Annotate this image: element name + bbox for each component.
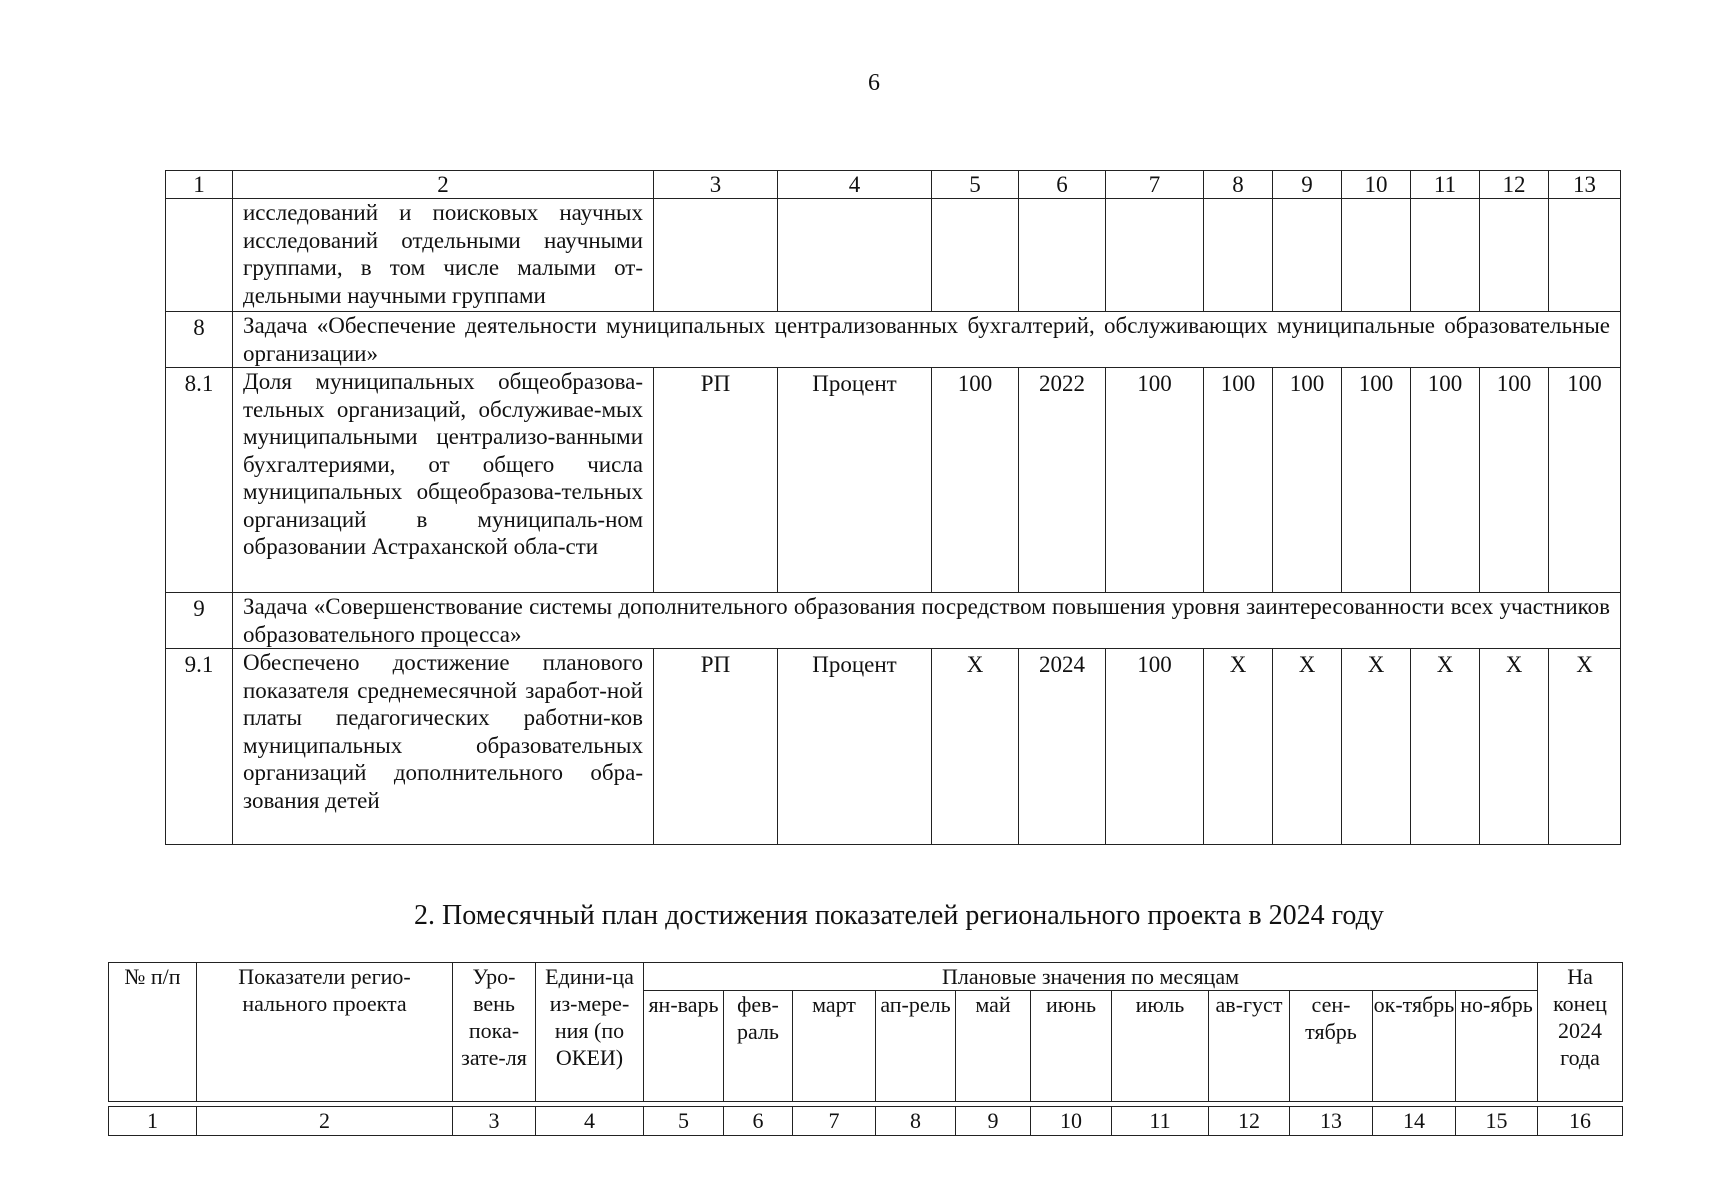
column-number-cell: 11 <box>1112 1107 1209 1136</box>
column-number-cell: 10 <box>1031 1107 1112 1136</box>
column-number-cell: 5 <box>644 1107 724 1136</box>
value-cell: 100 <box>1411 368 1480 593</box>
header-cell: 8 <box>1204 171 1273 199</box>
value-cell: 100 <box>1204 368 1273 593</box>
task-text-cell: Задача «Совершенствование системы дополнительного образования посредством повышения уровня заинтересованности всех участников образовательного процесса» <box>233 593 1621 649</box>
month-header-cell: фев-раль <box>724 991 793 1102</box>
header-cell: Показатели регио-нального проекта <box>197 963 453 1102</box>
unit-cell: Процент <box>778 649 932 845</box>
value-cell: 100 <box>1106 368 1204 593</box>
table-row <box>166 368 1621 593</box>
empty-cell <box>1480 199 1549 312</box>
column-number-cell: 4 <box>536 1107 644 1136</box>
month-header-cell: июнь <box>1031 991 1112 1102</box>
table-row <box>166 199 1621 312</box>
empty-cell <box>778 199 932 312</box>
column-number-cell: 13 <box>1290 1107 1373 1136</box>
base-year-cell: 2024 <box>1019 649 1106 845</box>
page-number: 6 <box>868 70 880 96</box>
indicator-text-cell: Обеспечено достижение планового показателя среднемесячной заработ-ной платы педагогических работни-ков муниципальных образовательных организаций дополнительного обра-зования детей <box>233 649 654 845</box>
month-header-cell: ян-варь <box>644 991 724 1102</box>
header-cell: № п/п <box>109 963 197 1102</box>
header-cell: 10 <box>1342 171 1411 199</box>
column-number-cell: 12 <box>1209 1107 1290 1136</box>
value-cell: 100 <box>1342 368 1411 593</box>
month-header-cell: май <box>956 991 1031 1102</box>
header-cell: 12 <box>1480 171 1549 199</box>
task-text-cell: Задача «Обеспечение деятельности муниципальных централизованных бухгалтерий, обслуживающих муниципальные образовательные организации» <box>233 312 1621 368</box>
empty-cell <box>654 199 778 312</box>
task-row <box>166 312 1621 368</box>
table-row <box>166 649 1621 845</box>
header-cell: 6 <box>1019 171 1106 199</box>
header-cell: 2 <box>233 171 654 199</box>
level-cell: РП <box>654 368 778 593</box>
empty-cell <box>1019 199 1106 312</box>
value-cell: Х <box>1273 649 1342 845</box>
base-year-cell: 2022 <box>1019 368 1106 593</box>
row-number-cell <box>166 199 233 312</box>
header-cell: 1 <box>166 171 233 199</box>
month-header-cell: ап-рель <box>876 991 956 1102</box>
row-number-cell: 8.1 <box>166 368 233 593</box>
column-number-cell: 15 <box>1456 1107 1538 1136</box>
column-number-cell: 7 <box>793 1107 876 1136</box>
header-cell: Уро-вень пока-зате-ля <box>453 963 536 1102</box>
header-cell: 7 <box>1106 171 1204 199</box>
empty-cell <box>1106 199 1204 312</box>
column-number-row <box>109 1107 1623 1136</box>
empty-cell <box>1411 199 1480 312</box>
header-cell: На конец 2024 года <box>1538 963 1623 1102</box>
column-number-cell: 1 <box>109 1107 197 1136</box>
row-number-cell: 9 <box>166 593 233 649</box>
column-number-cell: 6 <box>724 1107 793 1136</box>
empty-cell <box>1342 199 1411 312</box>
empty-cell <box>1273 199 1342 312</box>
header-cell: 13 <box>1549 171 1621 199</box>
value-cell: Х <box>1204 649 1273 845</box>
month-header-cell: июль <box>1112 991 1209 1102</box>
month-header-cell: ок-тябрь <box>1373 991 1456 1102</box>
table-header-row <box>166 171 1621 199</box>
header-cell: Плановые значения по месяцам <box>644 963 1538 991</box>
empty-cell <box>932 199 1019 312</box>
value-cell: 100 <box>1549 368 1621 593</box>
column-number-cell: 2 <box>197 1107 453 1136</box>
indicator-text-cell: Доля муниципальных общеобразова-тельных организаций, обслуживае-мых муниципальными централизо-ванными бухгалтериями, от общего числа муниципальных общеобразова-тельных организаций в муниципаль-ном образовании Астраханской обла-сти <box>233 368 654 593</box>
monthly-plan-table <box>108 962 1623 1136</box>
header-cell: 11 <box>1411 171 1480 199</box>
section-title: 2. Помесячный план достижения показателей регионального проекта в 2024 году <box>414 900 1384 931</box>
month-header-cell: но-ябрь <box>1456 991 1538 1102</box>
base-value-cell: Х <box>932 649 1019 845</box>
header-cell: 9 <box>1273 171 1342 199</box>
value-cell: 100 <box>1480 368 1549 593</box>
value-cell: 100 <box>1106 649 1204 845</box>
value-cell: Х <box>1411 649 1480 845</box>
value-cell: Х <box>1342 649 1411 845</box>
month-header-cell: сен-тябрь <box>1290 991 1373 1102</box>
column-number-cell: 14 <box>1373 1107 1456 1136</box>
value-cell: 100 <box>1273 368 1342 593</box>
value-cell: Х <box>1549 649 1621 845</box>
column-number-cell: 9 <box>956 1107 1031 1136</box>
level-cell: РП <box>654 649 778 845</box>
unit-cell: Процент <box>778 368 932 593</box>
column-number-cell: 8 <box>876 1107 956 1136</box>
empty-cell <box>1204 199 1273 312</box>
row-number-cell: 9.1 <box>166 649 233 845</box>
header-cell: 5 <box>932 171 1019 199</box>
value-cell: Х <box>1480 649 1549 845</box>
indicators-table <box>165 170 1621 845</box>
header-cell: 4 <box>778 171 932 199</box>
column-number-cell: 3 <box>453 1107 536 1136</box>
indicator-text-cell: исследований и поисковых научных исследований отдельными научными группами, в том числе малыми от-дельными научными группами <box>233 199 654 312</box>
header-cell: 3 <box>654 171 778 199</box>
empty-cell <box>1549 199 1621 312</box>
column-number-cell: 16 <box>1538 1107 1623 1136</box>
month-header-cell: март <box>793 991 876 1102</box>
month-header-cell: ав-густ <box>1209 991 1290 1102</box>
row-number-cell: 8 <box>166 312 233 368</box>
base-value-cell: 100 <box>932 368 1019 593</box>
table-header-row <box>109 963 1623 991</box>
header-cell: Едини-ца из-мере-ния (по ОКЕИ) <box>536 963 644 1102</box>
task-row <box>166 593 1621 649</box>
